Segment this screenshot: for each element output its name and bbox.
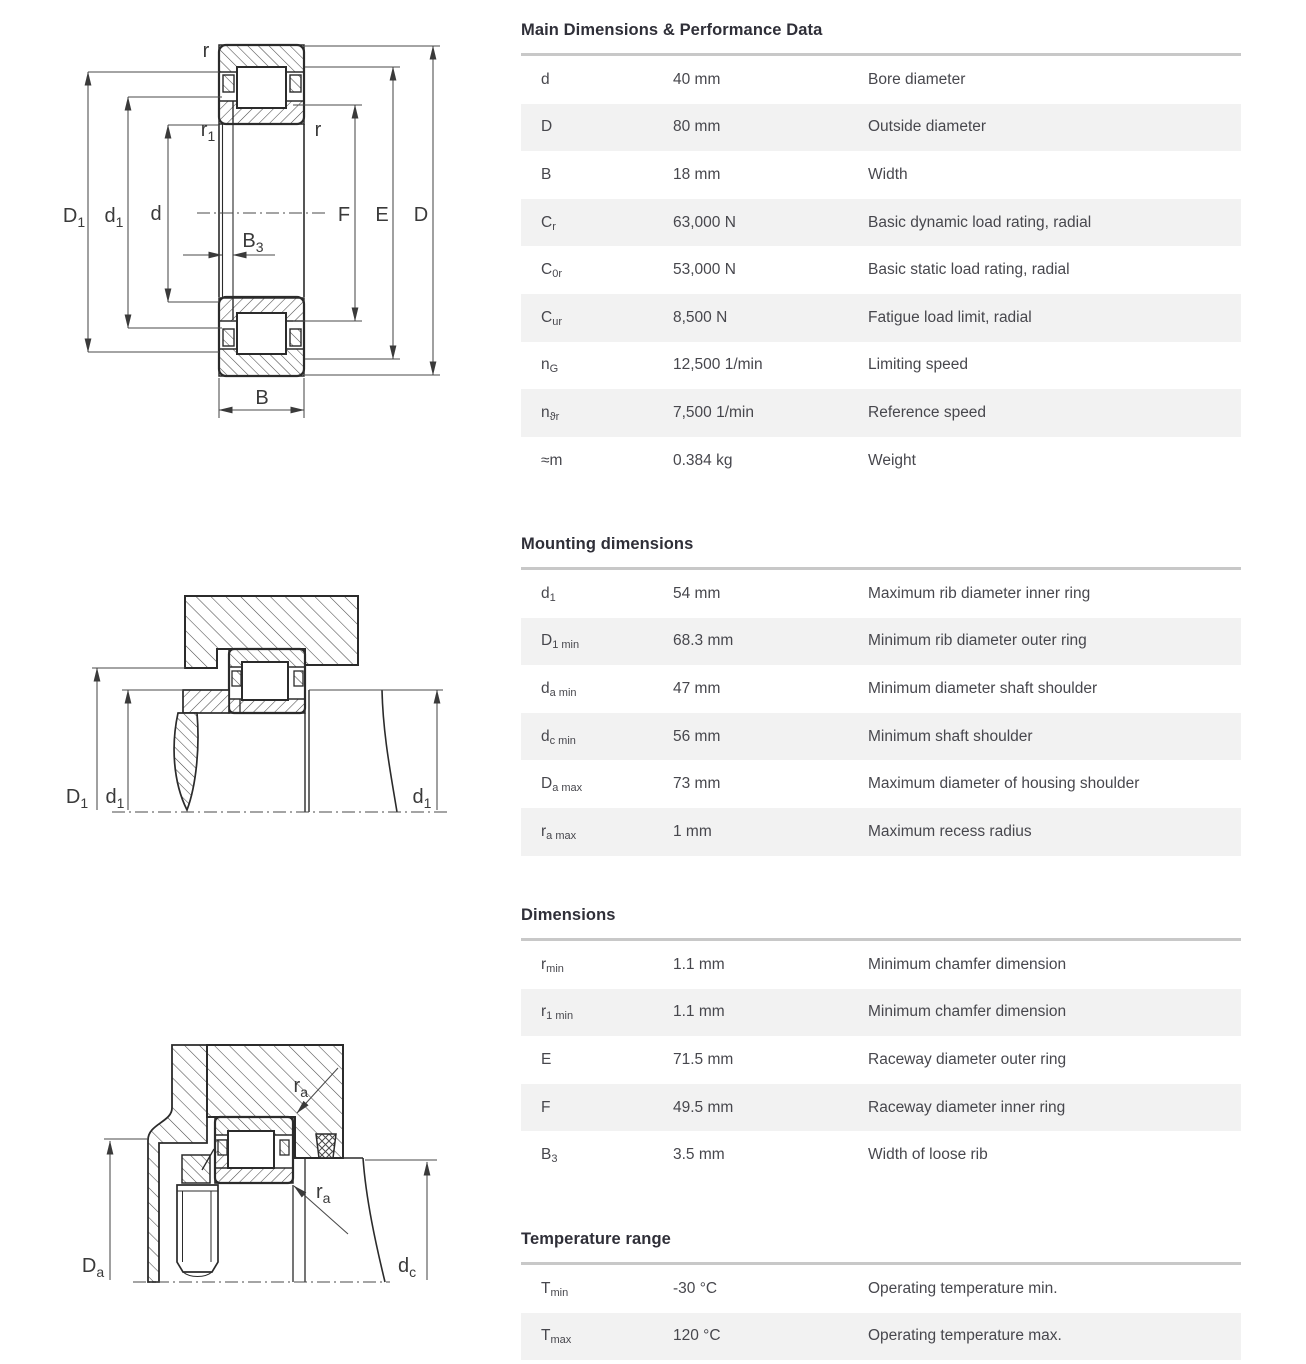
description-cell: Minimum chamfer dimension [868,955,1067,973]
label-r-right: r [314,119,322,141]
table-row [521,1131,1241,1179]
label-F: F [337,204,351,226]
section-mounting-dimensions [521,534,1241,856]
data-table [521,1265,1241,1360]
symbol-cell: Cur [541,308,562,328]
label-r1: $r_1$ [200,119,216,144]
value-cell: 120 °C [673,1327,721,1345]
table-row [521,389,1241,437]
symbol-cell: Tmax [541,1327,572,1347]
section-title: Mounting dimensions [521,535,694,553]
description-cell: Maximum recess radius [868,822,1032,840]
symbol-cell: Da max [541,775,583,795]
table-row [521,199,1241,247]
value-cell: 56 mm [673,727,721,745]
description-cell: Basic dynamic load rating, radial [868,213,1092,231]
symbol-cell: d [541,70,550,88]
section-title: Main Dimensions & Performance Data [521,21,823,39]
table-row [521,665,1241,713]
table-row [521,570,1241,618]
symbol-cell: D [541,118,553,136]
symbol-cell: da min [541,679,577,699]
description-cell: Width of loose rib [868,1146,988,1164]
value-cell: 40 mm [673,70,721,88]
table-row [521,618,1241,666]
symbol-cell: nϑr [541,403,560,423]
value-cell: 7,500 1/min [673,403,754,421]
table-row [521,1036,1241,1084]
description-cell: Minimum rib diameter outer ring [868,632,1087,650]
symbol-cell: rmin [541,955,564,975]
table-row [521,104,1241,152]
symbol-cell: Tmin [541,1279,569,1299]
label-ra-top: $r_a$ [293,1075,308,1100]
symbol-cell: ≈m [541,451,563,469]
description-cell: Operating temperature min. [868,1279,1058,1297]
description-cell: Reference speed [868,403,987,421]
label-r-top: r [202,40,210,62]
description-cell: Limiting speed [868,356,968,374]
section-title: Temperature range [521,1230,671,1248]
label-ra-bottom: $r_a$ [316,1181,331,1206]
label-B3: $B_3$ [242,230,264,255]
description-cell: Weight [868,451,916,469]
symbol-cell: D1 min [541,632,580,652]
description-cell: Maximum rib diameter inner ring [868,584,1091,602]
value-cell: 68.3 mm [673,632,734,650]
description-cell: Bore diameter [868,70,966,88]
table-row [521,151,1241,199]
description-cell: Raceway diameter outer ring [868,1050,1067,1068]
description-cell: Operating temperature max. [868,1327,1062,1345]
description-cell: Minimum chamfer dimension [868,1003,1067,1021]
table-row [521,713,1241,761]
section-title: Dimensions [521,906,616,924]
label-d1: $d_1$ [104,205,124,230]
label-Da: $D_a$ [81,1255,105,1280]
label-d1-right: $d_1$ [412,786,432,811]
technical-drawings [0,0,500,1364]
table-row [521,437,1241,485]
section-main-dimensions [521,20,1241,484]
value-cell: 80 mm [673,118,721,136]
description-cell: Width [868,165,908,183]
data-table [521,56,1241,484]
description-cell: Minimum shaft shoulder [868,727,1033,745]
symbol-cell: Cr [541,213,556,233]
value-cell: 71.5 mm [673,1050,734,1068]
symbol-cell: r1 min [541,1003,574,1023]
value-cell: 0.384 kg [673,451,733,469]
table-row [521,989,1241,1037]
value-cell: 8,500 N [673,308,728,326]
symbol-cell: B3 [541,1146,558,1166]
table-row [521,56,1241,104]
label-D1-mounting: $D_1$ [65,786,89,811]
symbol-cell: C0r [541,261,562,281]
value-cell: 1 mm [673,822,712,840]
value-cell: 1.1 mm [673,1003,725,1021]
table-row [521,342,1241,390]
value-cell: 49.5 mm [673,1098,734,1116]
cross-section-drawing [63,40,440,418]
description-cell: Fatigue load limit, radial [868,308,1032,326]
table-row [521,246,1241,294]
description-cell: Minimum diameter shaft shoulder [868,679,1098,697]
value-cell: 63,000 N [673,213,736,231]
value-cell: 53,000 N [673,261,736,279]
value-cell: -30 °C [673,1279,718,1297]
label-B: B [255,387,269,409]
table-row [521,1313,1241,1361]
data-table [521,570,1241,856]
label-d1-left: $d_1$ [105,786,125,811]
value-cell: 3.5 mm [673,1146,725,1164]
data-table [521,941,1241,1179]
table-row [521,941,1241,989]
abutment-drawing [82,1045,437,1282]
section-temperature-range [521,1229,1241,1360]
value-cell: 47 mm [673,679,721,697]
description-cell: Raceway diameter inner ring [868,1098,1066,1116]
symbol-cell: nG [541,356,559,376]
value-cell: 73 mm [673,775,721,793]
symbol-cell: dc min [541,727,576,747]
value-cell: 54 mm [673,584,721,602]
label-D1: $D_1$ [62,205,86,230]
value-cell: 1.1 mm [673,955,725,973]
symbol-cell: B [541,165,552,183]
description-cell: Maximum diameter of housing shoulder [868,775,1140,793]
description-cell: Basic static load rating, radial [868,261,1070,279]
table-row [521,808,1241,856]
symbol-cell: ra max [541,822,577,842]
mounting-drawing [66,596,448,812]
label-d: d [150,203,162,225]
table-row [521,294,1241,342]
table-row [521,1265,1241,1313]
description-cell: Outside diameter [868,118,987,136]
symbol-cell: d1 [541,584,556,604]
label-D: D [413,204,429,226]
value-cell: 18 mm [673,165,721,183]
section-dimensions [521,905,1241,1179]
label-dc: $d_c$ [397,1255,417,1280]
label-E: E [375,204,389,226]
table-row [521,760,1241,808]
table-row [521,1084,1241,1132]
symbol-cell: E [541,1050,552,1068]
value-cell: 12,500 1/min [673,356,763,374]
symbol-cell: F [541,1098,551,1116]
